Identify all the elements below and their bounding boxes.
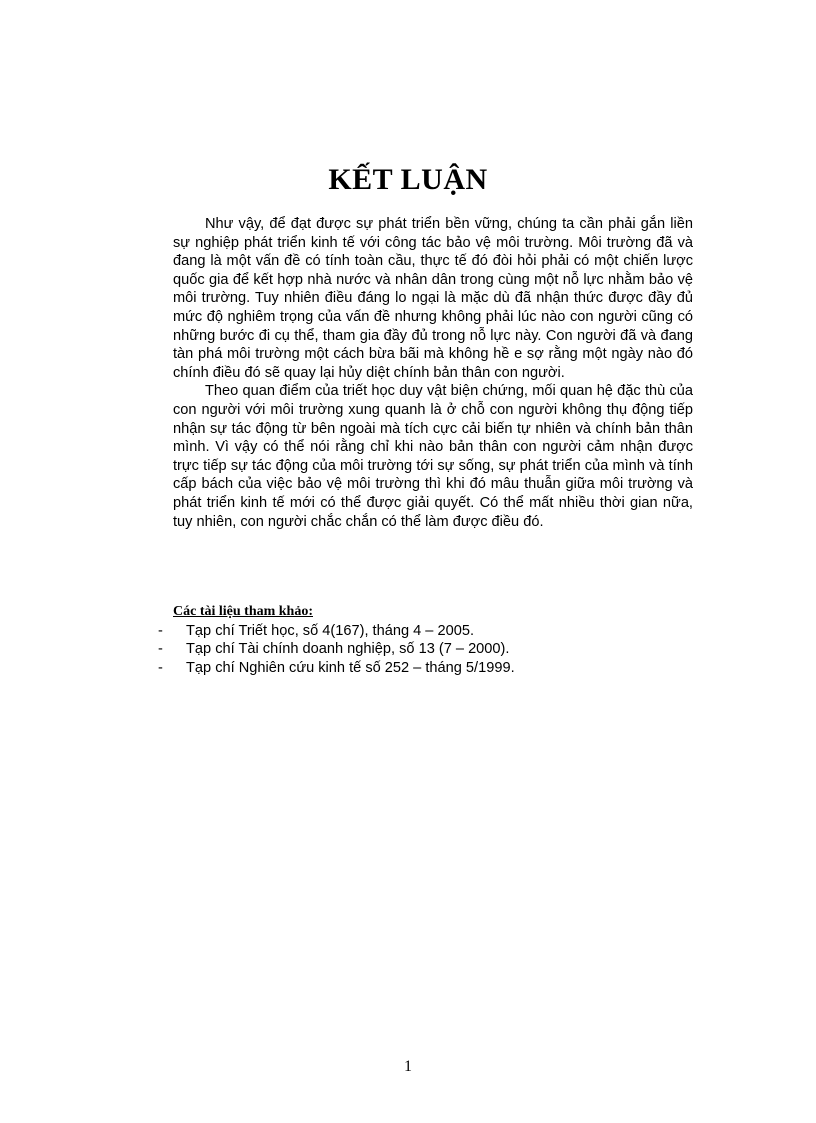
document-title: KẾT LUẬN: [328, 163, 488, 196]
page-number: 1: [404, 1058, 412, 1075]
reference-text: Tạp chí Triết học, số 4(167), tháng 4 – 2005.: [186, 623, 474, 639]
reference-item: [158, 659, 515, 677]
reference-item: [158, 622, 515, 640]
list-dash: -: [158, 641, 163, 658]
paragraph-2: Theo quan điểm của triết học duy vật biện chứng, mối quan hệ đặc thù của con người với môi trường xung quanh là ở chỗ con người không thụ động tiếp nhận sự tác động từ bên ngoài mà tích cực cải biến tự nhiên và chính bản thân mình. Vì vậy có thể nói rằng chỉ khi nào bản thân con người cảm nhận được trực tiếp sự tác động của môi trường tới sự sống, sự phát triển của mình và tính cấp bách của việc bảo vệ môi trường thì khi đó mâu thuẫn giữa môi trường và phát triển kinh tế mới có thể được giải quyết. Có thể mất nhiều thời gian nữa, tuy nhiên, con người chắc chắn có thể làm được điều đó.: [173, 383, 693, 530]
reference-text: Tạp chí Nghiên cứu kinh tế số 252 – tháng 5/1999.: [186, 659, 515, 676]
list-dash: -: [158, 659, 163, 676]
paragraph-1: Như vậy, để đạt được sự phát triển bền vững, chúng ta cần phải gắn liền sự nghiệp phát triển kinh tế với công tác bảo vệ môi trường. Môi trường đã và đang là một vấn đề có tính toàn cầu, thực tế đó đòi hỏi phải có một chiến lược quốc gia để kết hợp nhà nước và nhân dân trong cùng một nỗ lực nhằm bảo vệ môi trường. Tuy nhiên điều đáng lo ngại là mặc dù đã nhận thức được đầy đủ mức độ nghiêm trọng của vấn đề nhưng không phải lúc nào con người cũng có những bước đi cụ thể, tham gia đầy đủ trong nỗ lực này. Con người đã và đang tàn phá môi trường một cách bừa bãi mà không hề e sợ rằng một ngày nào đó chính điều đó sẽ quay lại hủy diệt chính bản thân con người.: [173, 216, 693, 381]
references-heading: Các tài liệu tham khảo:: [173, 604, 313, 619]
references-list: [158, 622, 515, 677]
conclusion-body: [173, 215, 693, 531]
reference-text: Tạp chí Tài chính doanh nghiệp, số 13 (7 – 2000).: [186, 641, 510, 658]
list-dash: -: [158, 623, 163, 639]
reference-item: [158, 640, 515, 658]
